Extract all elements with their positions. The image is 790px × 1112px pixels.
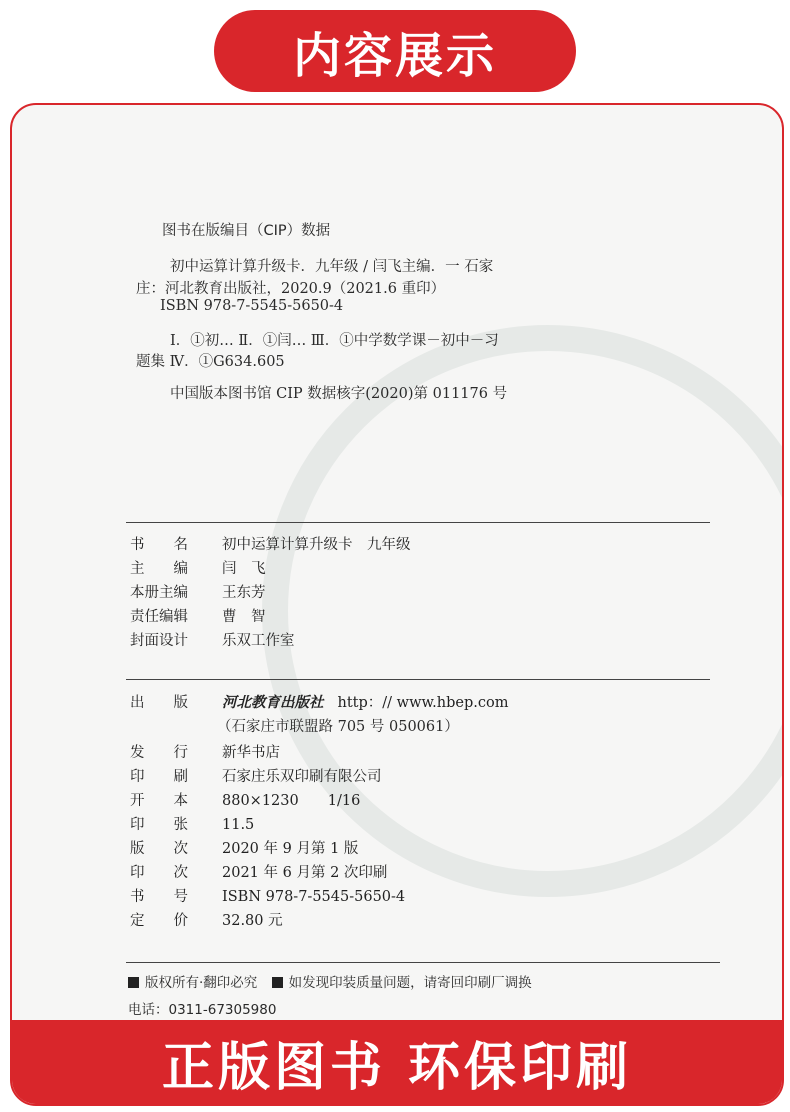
cip-heading: 图书在版编目（CIP）数据 [162, 223, 331, 239]
detail-row: 定 价 32.80 元 [130, 913, 283, 929]
square-bullet-icon [272, 977, 283, 988]
cip-classification-2: 题集 Ⅳ．①G634.605 [136, 354, 285, 370]
top-banner: 内容展示 [214, 10, 576, 92]
credit-row: 责任编辑 曹 智 [130, 609, 266, 625]
cip-note: 中国版本图书馆 CIP 数据核字(2020)第 011176 号 [170, 386, 508, 402]
cip-line-1: 初中运算计算升级卡．九年级 / 闫飞主编．一 石家 [170, 259, 494, 275]
copyright-page-frame [10, 103, 784, 1106]
copyright-page [12, 105, 782, 1104]
cip-line-2: 庄：河北教育出版社，2020.9（2021.6 重印） [136, 281, 446, 297]
detail-row: 发 行 新华书店 [130, 745, 280, 761]
quality-notice: 如发现印装质量问题，请寄回印刷厂调换 [288, 975, 532, 991]
detail-row: 开 本 880×1230 1/16 [130, 793, 361, 809]
credit-row: 本册主编 王东芳 [130, 585, 266, 601]
divider-bottom [126, 962, 720, 963]
publisher-row: 出 版 河北教育出版社 http：// www.hbep.com [130, 691, 508, 712]
publisher-address: （石家庄市联盟路 705 号 050061） [217, 719, 459, 735]
footer-notice-line [128, 971, 532, 991]
rights-text: 版权所有·翻印必究 [145, 975, 258, 991]
phone-number: 电话：0311-67305980 [128, 1002, 277, 1018]
detail-row: 版 次 2020 年 9 月第 1 版 [130, 841, 359, 857]
detail-row: 书 号 ISBN 978-7-5545-5650-4 [130, 889, 406, 905]
divider-middle [126, 679, 710, 680]
credit-row: 主 编 闫 飞 [130, 561, 266, 577]
divider-top [126, 522, 710, 523]
detail-row: 印 次 2021 年 6 月第 2 次印刷 [130, 865, 388, 881]
detail-row: 印 张 11.5 [130, 817, 255, 833]
square-bullet-icon [128, 977, 139, 988]
credit-row: 书 名 初中运算计算升级卡 九年级 [130, 537, 411, 553]
bottom-banner: 正版图书 环保印刷 [12, 1020, 782, 1104]
publisher-url: http：// www.hbep.com [337, 695, 509, 711]
detail-row: 印 刷 石家庄乐双印刷有限公司 [130, 769, 382, 785]
cip-classification-1: Ⅰ．①初… Ⅱ．①闫… Ⅲ．①中学数学课－初中－习 [170, 333, 499, 349]
cip-isbn: ISBN 978-7-5545-5650-4 [160, 298, 344, 314]
credit-row: 封面设计 乐双工作室 [130, 633, 295, 649]
publisher-logo: 河北教育出版社 [222, 694, 324, 711]
